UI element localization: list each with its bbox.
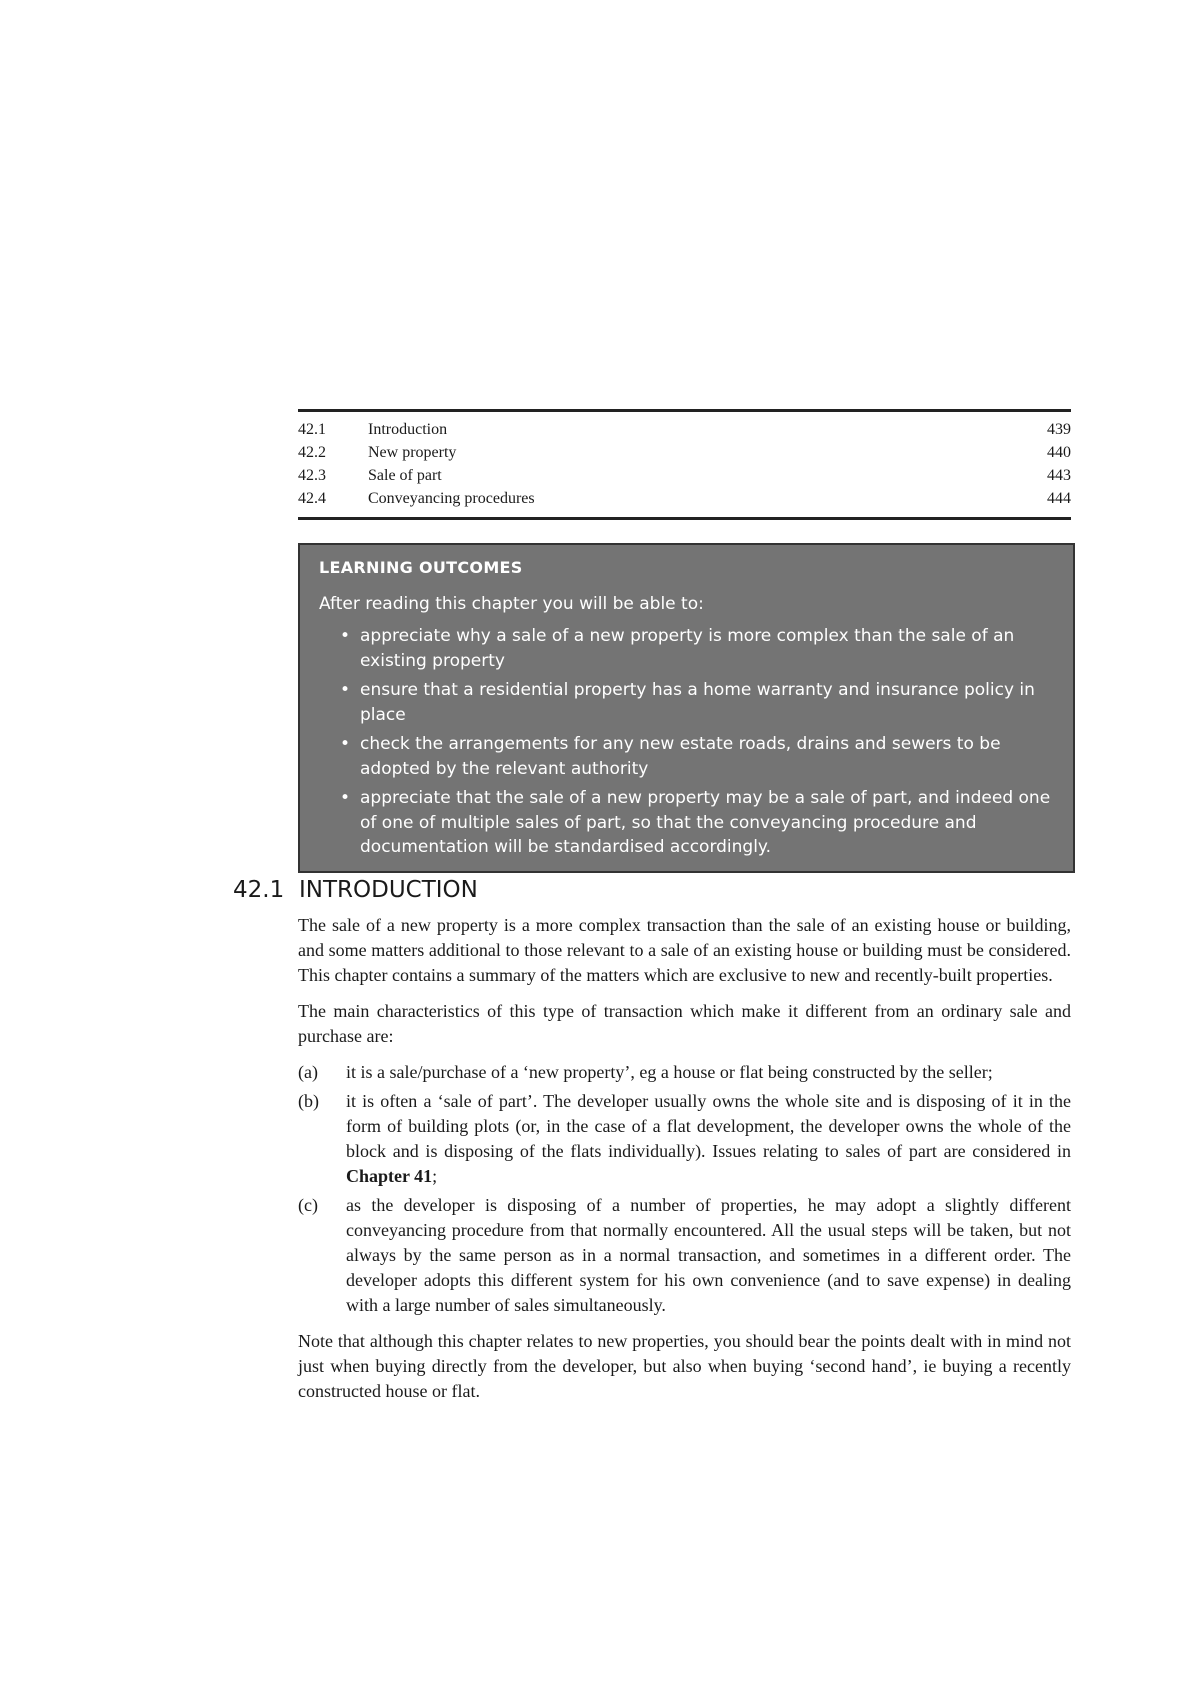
learning-outcomes-heading: LEARNING OUTCOMES: [319, 558, 523, 577]
toc-row[interactable]: [298, 441, 1071, 464]
list-text-main: it is often a ‘sale of part’. The developer usually owns the whole site and is disposing of it in the form of building plots (or, in the case of a flat development, the developer owns the whole of the block and is disposing of the flats individually). Issues relating to sales of part are considered in: [346, 1091, 1071, 1161]
bullet-icon: •: [340, 626, 351, 646]
learning-outcomes-intro: After reading this chapter you will be able to:: [319, 594, 704, 614]
list-text: as the developer is disposing of a number of properties, he may adopt a slightly different conveyancing procedure from that normally encountered. All the usual steps will be taken, but not always by the same person as in a normal transaction, and sometimes in a different order. The developer adopts this different system for his own convenience (and to save expense) in dealing with a large number of sales simultaneously.: [346, 1195, 1071, 1315]
chapter-contents: [298, 409, 1071, 520]
paragraph: Note that although this chapter relates to new properties, you should bear the points dealt with in mind not just when buying directly from the developer, but also when buying ‘second hand’, ie buying a recently constructed house or flat.: [298, 1331, 1071, 1401]
list-item: [319, 732, 1054, 781]
list-label: (a): [298, 1062, 318, 1082]
paragraph: The main characteristics of this type of transaction which make it different from an ordinary sale and purchase are:: [298, 1001, 1071, 1046]
list-item: [319, 786, 1054, 860]
list-item: [298, 1193, 1071, 1318]
list-item: [298, 1089, 1071, 1189]
list-label: (c): [298, 1195, 318, 1215]
toc-title: Conveyancing procedures: [368, 490, 535, 507]
toc-row[interactable]: [298, 418, 1071, 441]
bullet-icon: •: [340, 788, 351, 808]
chapter-reference-link[interactable]: Chapter 41: [346, 1166, 433, 1186]
section-title: INTRODUCTION: [299, 877, 478, 903]
toc-row[interactable]: [298, 487, 1071, 510]
toc-page: 443: [1047, 467, 1071, 484]
toc-title: Sale of part: [368, 467, 442, 484]
learning-outcome-text: appreciate that the sale of a new property may be a sale of part, and indeed one of one of multiple sales of part, so that the conveyancing procedure and documentation will be standardised accordingly.: [360, 788, 1051, 857]
list-text-tail: ;: [432, 1166, 438, 1186]
toc-title: Introduction: [368, 421, 448, 438]
section-number: 42.1: [233, 877, 285, 903]
section-body: [298, 913, 1071, 1415]
bullet-icon: •: [340, 734, 351, 754]
toc-number: 42.3: [298, 467, 326, 484]
list-item: [319, 678, 1054, 727]
learning-outcome-text: check the arrangements for any new estate roads, drains and sewers to be adopted by the relevant authority: [360, 734, 1001, 779]
section-heading: [233, 873, 478, 907]
bullet-icon: •: [340, 680, 351, 700]
learning-outcome-text: ensure that a residential property has a home warranty and insurance policy in place: [360, 680, 1035, 725]
toc-number: 42.1: [298, 421, 326, 438]
toc-number: 42.2: [298, 444, 326, 461]
list-item: [298, 1060, 1071, 1085]
list-item: [319, 624, 1054, 673]
toc-title: New property: [368, 444, 457, 461]
learning-outcomes-box: [298, 543, 1075, 873]
list-label: (b): [298, 1091, 319, 1111]
learning-outcome-text: appreciate why a sale of a new property is more complex than the sale of an existing property: [360, 626, 1015, 671]
paragraph: The sale of a new property is a more complex transaction than the sale of an existing house or building, and some matters additional to those relevant to a sale of an existing house or building must be considered. This chapter contains a summary of the matters which are exclusive to new and recently-built properties.: [298, 915, 1071, 985]
toc-number: 42.4: [298, 490, 326, 507]
toc-page: 444: [1047, 490, 1071, 507]
learning-outcomes-list: [319, 624, 1054, 860]
toc-page: 439: [1047, 421, 1071, 438]
characteristics-list: [298, 1060, 1071, 1318]
list-text: [346, 1089, 1071, 1189]
toc-row[interactable]: [298, 464, 1071, 487]
list-text: it is a sale/purchase of a ‘new property’, eg a house or flat being constructed by the seller;: [346, 1062, 993, 1082]
toc-page: 440: [1047, 444, 1071, 461]
